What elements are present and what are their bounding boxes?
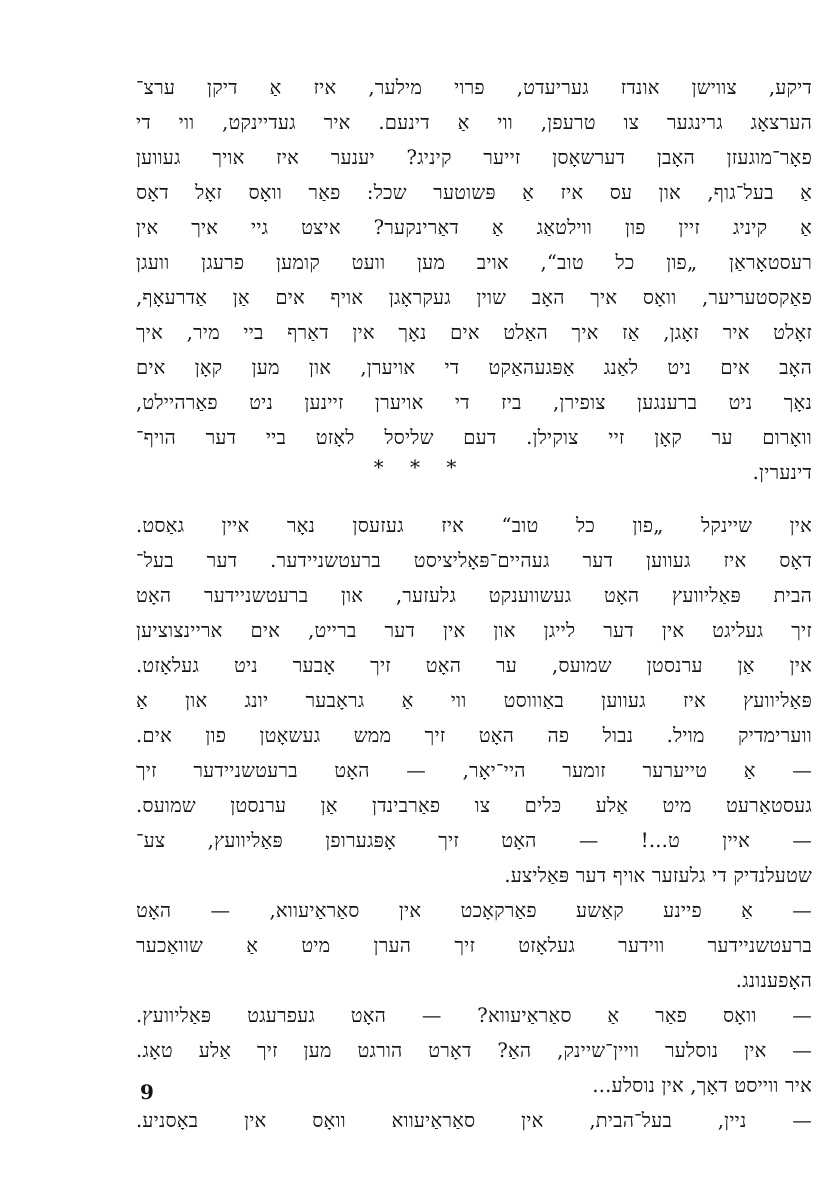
text-line: דינערין. <box>752 461 812 484</box>
section-separator: * * * <box>373 455 467 479</box>
text-line: זיך געליגט אין דער לייגן און אין דער ברייט, אים אריינצוציען <box>136 619 812 642</box>
text-line: פאַקסטעריער, וואָס איך האָב שוין געקראָגן אויף אים אַן אַדרעאָף, <box>136 286 812 309</box>
text-line: — אַ פיינע קאַשע פאַרקאָכט אין סאַראַיעווא, — האָט <box>136 899 812 922</box>
text-line: וואָרום ער קאָן זיי צוקילן. דעם שליסל לאָזט ביי דער הויף־ <box>136 426 812 449</box>
text-line: זאָלט איר זאָגן, אַז איך האַלט אים נאָך אין דאַרף ביי מיר, איך <box>136 321 812 344</box>
text-line: האָב אים ניט לאַנג אַפּגעהאַקט די אויערן, און מען קאָן אים <box>136 356 812 379</box>
paragraph-block-bottom <box>136 508 812 1138</box>
text-line: הערצאָג גרינגער צו טרעפן, ווי אַ דינעם. איר געדיינקט, ווי די <box>136 111 812 134</box>
text-line: ברעטשניידער ווידער געלאָזט זיך הערן מיט אַ שוואַכער <box>136 934 812 957</box>
text-line: רעסטאָראַן „פון כל טוב“, אויב מען וועט קומען פרעגן וועגן <box>136 251 812 274</box>
paragraph-block-top <box>136 70 812 490</box>
text-line: איר ווייסט דאָך, אין נוסלע... <box>592 1074 812 1097</box>
text-line: נאָך ניט ברענגען צופירן, ביז די אויערן זיינען ניט פאַרהיילט, <box>136 391 812 414</box>
text-line: — איין ט...! — האָט זיך אָפּגערופן פּאַליוועץ, צע־ <box>136 829 812 852</box>
text-line: — ניין, בעל־הבית, אין סאַראַיעווא וואָס אין באָסניע. <box>136 1109 812 1132</box>
text-line: — אַ טייערער זומער היי־יאָר, — האָט ברעטשניידער זיך <box>136 759 812 782</box>
text-line: אַ קיניג זיין פון ווילטאַג אַ דאַרינקער? איצט גיי איך אין <box>136 216 812 239</box>
text-line: פאָר־מוגעזן האָבן דערשאָסן זייער קיניג? יענער איז אויך געווען <box>136 146 812 169</box>
text-line: — וואָס פאַר אַ סאַראַיעווא? — האָט געפרעגט פּאַליוועץ. <box>136 1004 812 1027</box>
text-line: ווערימדיק מויל. נבול פה האָט זיך ממש געשאָטן פון אים. <box>136 724 812 747</box>
page-number: 9 <box>140 1080 154 1104</box>
text-line: אין אַן ערנסטן שמועס, ער האָט זיך אָבער ניט געלאָזט. <box>136 654 812 677</box>
text-line: אַ בעל־גוף, און עס איז אַ פּשוטער שכל: פאַר וואָס זאָל דאָס <box>136 181 812 204</box>
text-line: שטעלנדיק די גלעזער אויף דער פּאַליצע. <box>504 864 812 887</box>
text-line: הבית פּאַליוועץ האָט געשווענקט גלעזער, און ברעטשניידער האָט <box>136 584 812 607</box>
text-line: — אין נוסלער וויין־שיינק, האַ? דאָרט הורגט מען זיך אַלע טאָג. <box>136 1039 812 1062</box>
text-line: אין שיינקל „פון כל טוב“ איז געזעסן נאָר איין גאַסט. <box>136 514 812 537</box>
text-line: האָפענונג. <box>735 969 812 992</box>
text-line: דאָס איז געווען דער געהיים־פּאָליציסט ברעטשניידער. דער בעל־ <box>136 549 812 572</box>
text-line: פּאַליוועץ איז געווען באַוווסט ווי אַ גראָבער יונג און אַ <box>136 689 812 712</box>
text-line: דיקע, צווישן אונדז געריעדט, פרוי מילער, איז אַ דיקן ערצ־ <box>136 76 812 99</box>
text-line: געסטאַרעט מיט אַלע כּלים צו פאַרבינדן אַן ערנסטן שמועס. <box>136 794 812 817</box>
